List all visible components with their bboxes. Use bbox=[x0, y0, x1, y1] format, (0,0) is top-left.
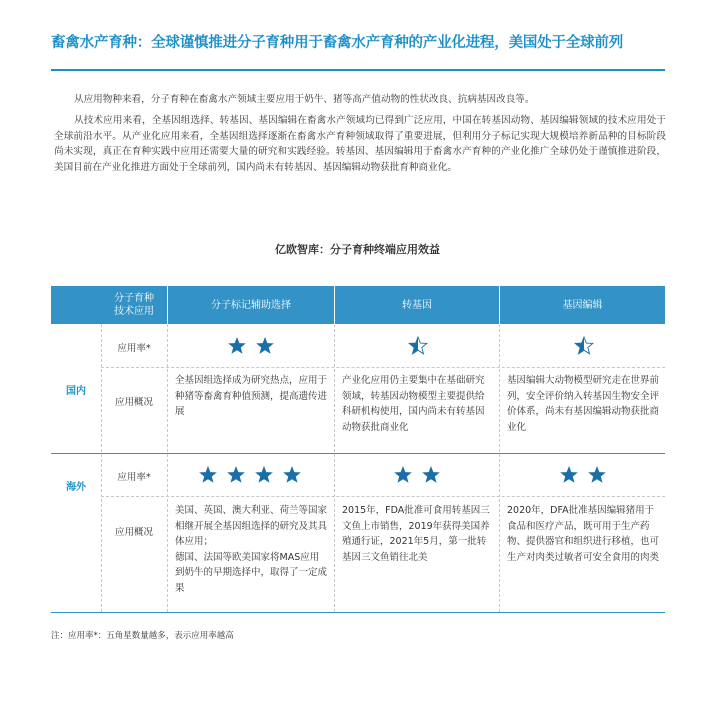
rating-stars bbox=[198, 464, 310, 485]
overview-cell: 美国、英国、澳大利亚、荷兰等国家相继开展全基因组选择的研究及其具体应用； 德国、法国等欧美国家将MAS应用到奶牛的早期选择中，取得了一定成果 bbox=[175, 505, 328, 594]
header-col-mas: 分子标记辅助选择 bbox=[211, 299, 291, 311]
header-col-gene-editing: 基因编辑 bbox=[562, 299, 603, 311]
star-icon bbox=[282, 465, 302, 485]
intro-paragraph-2: 从技术应用来看，全基因组选择、转基因、基因编辑在畜禽水产领域均已得到广泛应用，中国在转基因动物、基因编辑领域的技术应用处于全球前沿水平。从产业化应用来看，全基因组选择逐渐在畜禽水产育种领域取得了重要进展，但利用分子标记实现大规模培养新品种的目标阶段尚未实现，真正在育种实践中应用还需要大量的研究和实践经验。转基因、基因编辑用于畜禽水产育种的产业化推广全球仍处于谨慎推进阶段，美国目前在产业化推进方面处于全球前列，国内尚未有转基因、基因编辑动物获批育种商业化。 bbox=[54, 115, 666, 173]
row-label-rate: 应用率* bbox=[117, 343, 151, 354]
row-label-rate: 应用率* bbox=[117, 472, 151, 483]
overview-cell: 2020年，DFA批准基因编辑猪用于食品和医疗产品，既可用于生产药物、提供器官和组织进行移植，也可生产对肉类过敏者可安全食用的肉类 bbox=[507, 505, 660, 563]
region-label-overseas: 海外 bbox=[66, 482, 86, 493]
rating-stars bbox=[227, 335, 283, 356]
overview-cell: 2015年，FDA批准可食用转基因三文鱼上市销售，2019年获得美国养殖通行证，2021年5月，第一批转基因三文鱼销往北美 bbox=[342, 505, 490, 563]
star-icon bbox=[255, 336, 275, 356]
rating-stars bbox=[574, 335, 602, 356]
header-corner: 分子育种 技术应用 bbox=[114, 293, 154, 317]
star-icon bbox=[227, 336, 247, 356]
overview-cell: 产业化应用仍主要集中在基础研究领域，转基因动物模型主要提供给科研机构使用，国内尚未有转基因动物获批商业化 bbox=[342, 375, 485, 433]
overview-cell: 基因编辑大动物模型研究走在世界前列，安全评价纳入转基因生物安全评价体系，尚未有基因编辑动物获批商业化 bbox=[507, 375, 660, 433]
star-icon bbox=[393, 465, 413, 485]
star-icon bbox=[198, 465, 218, 485]
rating-stars bbox=[559, 464, 615, 485]
rating-stars bbox=[408, 335, 436, 356]
row-label-overview: 应用概况 bbox=[114, 527, 153, 538]
row-divider bbox=[101, 367, 665, 368]
overview-cell: 全基因组选择成为研究热点，应用于种猪等畜禽育种值预测，提高遗传进展 bbox=[175, 375, 328, 417]
region-label-domestic: 国内 bbox=[66, 386, 86, 397]
page-title: 畜禽水产育种：全球谨慎推进分子育种用于畜禽水产育种的产业化进程，美国处于全球前列 bbox=[51, 35, 623, 51]
title-divider bbox=[51, 69, 665, 71]
star-icon bbox=[254, 465, 274, 485]
table-header bbox=[51, 286, 665, 324]
header-col-transgenic: 转基因 bbox=[402, 299, 432, 311]
intro-paragraph-1: 从应用物种来看，分子育种在畜禽水产领域主要应用于奶牛、猪等高产值动物的性状改良、抗病基因改良等。 bbox=[74, 94, 535, 105]
star-icon bbox=[226, 465, 246, 485]
row-divider bbox=[101, 496, 665, 497]
half-star-icon bbox=[574, 336, 594, 356]
table-title: 亿欧智库：分子育种终端应用效益 bbox=[275, 243, 440, 256]
row-label-overview: 应用概况 bbox=[114, 397, 153, 408]
star-icon bbox=[587, 465, 607, 485]
rating-stars bbox=[393, 464, 449, 485]
star-icon bbox=[559, 465, 579, 485]
table-bottom-rule bbox=[51, 612, 665, 613]
footnote: 注：应用率*：五角星数量越多，表示应用率越高 bbox=[51, 631, 234, 641]
region-divider bbox=[51, 453, 665, 454]
half-star-icon bbox=[408, 336, 428, 356]
star-icon bbox=[421, 465, 441, 485]
